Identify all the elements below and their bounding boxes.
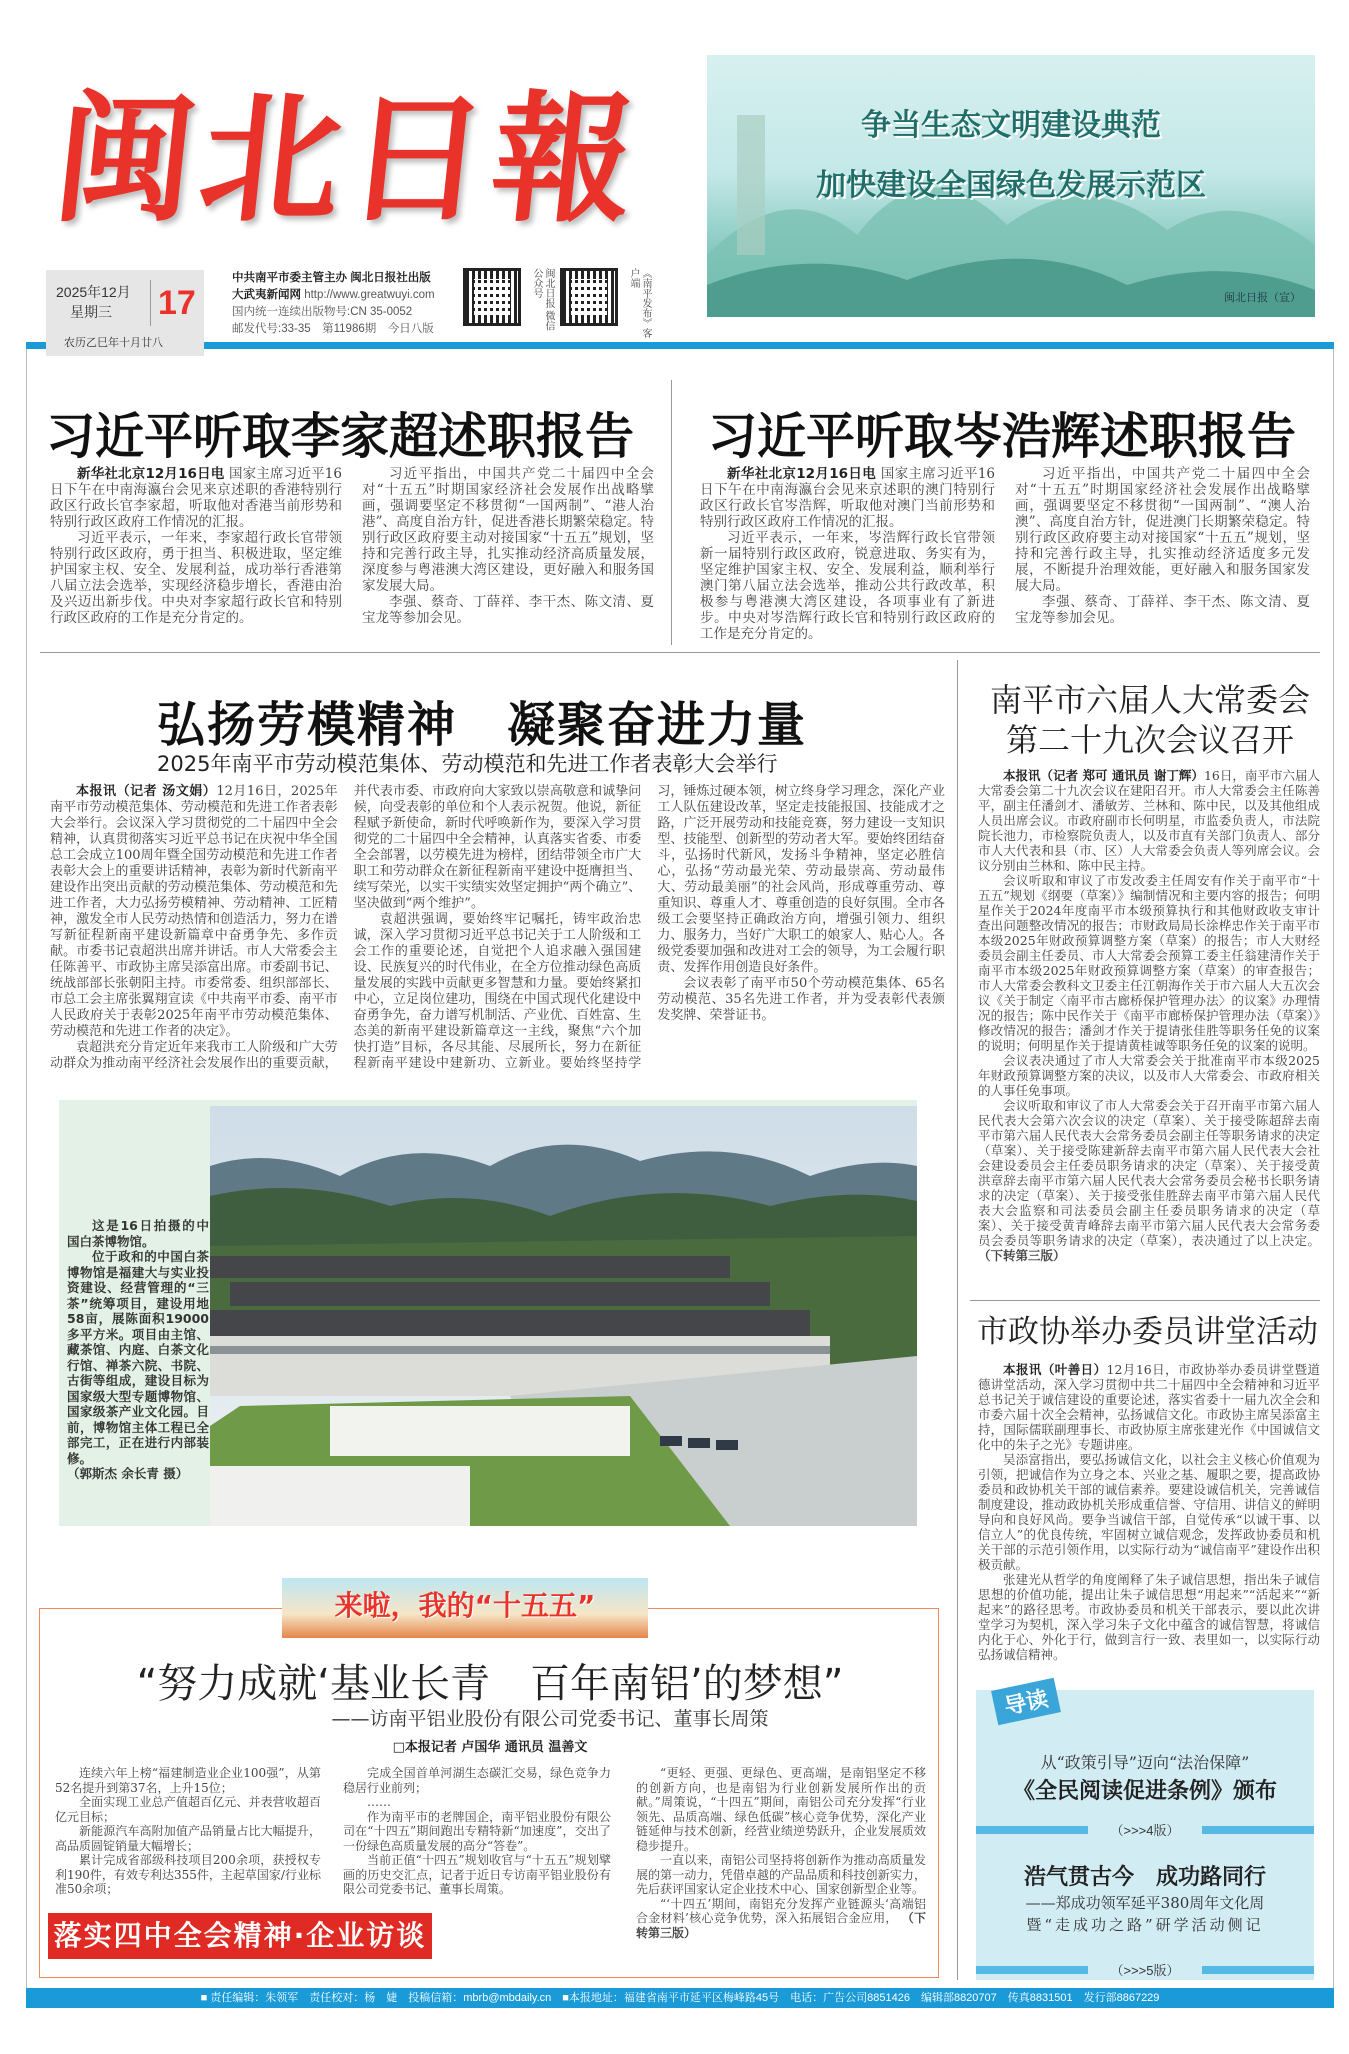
- issue-day: 17: [158, 284, 196, 322]
- guide-page-ref-2[interactable]: （>>>5版）: [1110, 1963, 1180, 1978]
- column-divider: [671, 380, 672, 645]
- headline-labor: 弘扬劳模精神 凝聚奋进力量: [157, 697, 808, 753]
- paragraph: 习近平指出，中国共产党二十届四中全会对“十五五”时期国家经济社会发展作出战略擘画，强调要坚定不移贯彻“一国两制”、“澳人治澳”、高度自治方针，促进澳门长期繁荣稳定。特别行政区政府要主动对接国家“十五五”规划，坚持和完善行政主导，扎实推动经济适度多元发展，不断提升治理效能，更好融入和服务国家发展大局。: [1015, 466, 1310, 594]
- paragraph: 新能源汽车高附加值产品销量占比大幅提升，高品质圆锭销量大幅增长；: [55, 1824, 321, 1853]
- headline-npc-line1: 南平市六届人大常委会: [990, 681, 1311, 719]
- paragraph: 全面实现工业总产值超百亿元、并表营收超百亿元目标；: [55, 1795, 321, 1824]
- photo-box: [59, 1100, 917, 1526]
- paragraph: 习近平指出，中国共产党二十届四中全会对“十五五”时期国家经济社会发展作出战略擘画，强调要坚定不移贯彻“一国两制”、“港人治港”、高度自治方针，促进香港长期繁荣稳定。特别行政区政府要主动对接国家“十五五”规划，坚持和完善行政主导，扎实推动经济高质量发展，深度参与粤港澳大湾区建设，更好融入和服务国家发展大局。: [362, 466, 654, 594]
- issue-weekday: 星期三: [70, 304, 112, 320]
- dateline: 新华社北京12月16日电: [77, 466, 225, 482]
- article-labor: [50, 784, 945, 1072]
- paragraph: 12月16日，市政协举办委员讲堂暨道德讲堂活动，深入学习贯彻中共二十届四中全会精神和习近平总书记关于诚信建设的重要论述，落实省委十一届九次全会和市委六届十次全会精神，弘扬诚信文化。市政协主席吴添富主持，国际儒联副理事长、市政协原主席张建光作《中国诚信文化中的朱子之光》专题讲座。: [978, 1362, 1320, 1452]
- guide-headline-2[interactable]: 浩气贯古今 成功路同行: [1023, 1865, 1266, 1890]
- paragraph: 会议表彰了南平市50个劳动模范集体、65名劳动模范、35名先进工作者，并为受表彰代表颁发奖牌、荣誉证书。: [657, 976, 945, 1023]
- promo-banner: [707, 55, 1315, 317]
- dateline: 本报讯（叶善日）: [1003, 1362, 1107, 1377]
- banner-credit: 闽北日报（宣）: [1224, 292, 1301, 304]
- section-divider: [40, 652, 1320, 653]
- lunar-date: 农历乙巳年十月廿八: [64, 337, 163, 349]
- article-macau: [700, 466, 1310, 642]
- paragraph: 会议表决通过了市人大常委会关于批准南平市本级2025年财政预算调整方案的决议，以及市人大常委会、市政府相关的人事任免事项。: [978, 1053, 1320, 1098]
- qr-code-wechat[interactable]: [463, 268, 521, 326]
- paragraph: 当前正值“十四五”规划收官与“十五五”规划擘画的历史交汇点，记者于近日专访南平铝业股份有限公司党委书记、董事长周策。: [343, 1853, 611, 1896]
- logo-text: 闽北日報: [46, 78, 648, 242]
- photo-caption: [67, 1218, 209, 1482]
- column-divider: [957, 660, 958, 1980]
- paragraph: ……: [367, 1795, 391, 1809]
- paragraph: 会议听取和审议了市发改委主任周安有作关于南平市“十五五”规划《纲要（草案）》编制情况和主要内容的报告；何明星作关于2024年度南平市本级预算执行和其他财政收支审计查出问题整改情况的报告；市财政局局长涂桦忠作关于南平市本级2025年财政预算调整方案（草案）的报告；市人大财经委员会副主任委员、市人大常委会预算工委主任翁建清作关于南平市本级2025年财政预算调整方案（草案）的审查报告；市人大常委会教科文卫委主任江朝海作关于市六届人大五次会议《关于制定〈南平市古廊桥保护管理办法〉的议案》办理情况的报告；陈中民作关于《南平市廊桥保护管理办法（草案）》修改情况的报告；潘剑才作关于提请张佳胜等职务任免的议案的说明；何明星作关于提请黄桂诚等职务任免的议案的说明。: [978, 873, 1320, 1053]
- caption-line: 位于政和的中国白茶博物馆是福建大与实业投资建设、经营管理的“三茶”统筹项目，建设用地58亩，展陈面积19000多平方米。项目由主馆、藏茶馆、内庭、白茶文化行馆、禅茶六院、书院、古街等组成，建设目标为国家级大型专题博物馆、国家级茶产业文化园。目前，博物馆主体工程已全部完工，正在进行内部装修。: [67, 1249, 209, 1466]
- paragraph: 李强、蔡奇、丁薛祥、李干杰、陈文清、夏宝龙等参加会见。: [1015, 594, 1310, 626]
- postal-code: 邮发代号:33-35 第11986期 今日八版: [232, 323, 434, 335]
- paragraph: “更轻、更强、更绿色、更高端，是南铝坚定不移的创新方向，也是南铝为行业创新发展所作出的贡献。”周策说，“十四五”期间，南铝公司充分发挥“行业领先、品质高端、绿色低碳”核心竞争优势，深化产业链延伸与技术创新，经营业绩逆势跃升，企业发展质效稳步提升。: [636, 1766, 926, 1853]
- headline-npc: [990, 680, 1310, 760]
- paragraph: 张建光从哲学的角度阐释了朱子诚信思想，指出朱子诚信思想的价值功能，提出让朱子诚信思想“用起来”“活起来”“新起来”的路径思考。市政协委员和机关干部表示，要以此次讲堂学习为契机，深入学习朱子文化中蕴含的诚信智慧，将诚信内化于心、外化于行，做到言行一致、表里如一，以实际行动弘扬诚信精神。: [978, 1572, 1320, 1662]
- banner-line-1: 争当生态文明建设典范: [861, 108, 1161, 143]
- article-hk: [50, 466, 654, 626]
- dateline: 本报讯（记者 郑可 通讯员 谢丁辉）: [1003, 768, 1204, 783]
- paragraph: “‘十四五’期间，南铝充分发挥产业链源头‘高端铝合金材料’核心竞争优势，深入拓展铝合金应用，: [636, 1896, 926, 1925]
- article-cppcc: [978, 1362, 1320, 1662]
- paragraph: 李强、蔡奇、丁薛祥、李干杰、陈文清、夏宝龙等参加会见。: [362, 594, 654, 626]
- paragraph: 12月16日，2025年南平市劳动模范集体、劳动模范和先进工作者表彰大会举行。会议深入学习贯彻党的二十届四中全会精神，认真贯彻落实习近平总书记在庆祝中华全国总工会成立100周年暨全国劳动模范和先进工作者表彰大会上的重要讲话精神，表彰为新时代新南平建设作出突出贡献的劳动模范集体、劳动模范和先进工作者，大力弘扬劳模精神、劳动精神、工匠精神，激发全市人民劳动热情和创造活力，努力在谱写新征程新南平建设新篇章中奋勇争先、多作贡献。市委书记袁超洪出席并讲话。市人大常委会主任陈善平、市政协主席吴添富出席。市委副书记、统战部部长张朝阳主持。市委常委、组织部部长、市总工会主席张翼翔宣读《中共南平市委、南平市人民政府关于表彰2025年南平市劳动模范集体、劳动模范和先进工作者的决定》。: [50, 784, 338, 1039]
- interview-column-2: [343, 1766, 611, 1897]
- guide-kicker: 从“政策引导”迈向“法治保障”: [1040, 1753, 1250, 1772]
- photo-credit: （郭斯杰 余长青 摄）: [67, 1466, 189, 1481]
- publication-info: [232, 270, 435, 338]
- continued-note: （下转第三版）: [978, 1248, 1066, 1263]
- headline-interview: “努力成就‘基业长青 百年南铝’的梦想”: [136, 1661, 844, 1707]
- byline: □本报记者 卢国华 通讯员 温善文: [392, 1740, 588, 1755]
- qr-code-app[interactable]: [560, 268, 618, 326]
- paragraph: 习近平表示，一年来，岑浩辉行政长官带领新一届特别行政区政府，锐意进取、务实有为，坚定维护国家主权、安全、发展利益，顺利举行澳门第八届立法会选举，推动公共行政改革，积极参与粤港澳大湾区建设，各项事业有了新进步。中央对岑浩辉行政长官和特别行政区政府的工作是充分肯定的。: [700, 530, 995, 642]
- subheadline-interview: ——访南平铝业股份有限公司党委书记、董事长周策: [331, 1708, 769, 1730]
- interview-column-3: [636, 1766, 926, 1940]
- cn-number: 国内统一连续出版物号:CN 35-0052: [232, 306, 413, 318]
- newspaper-logo: [44, 60, 675, 260]
- paragraph: 袁超洪充分肯定近年来我市工人阶级和广大劳动群众为推动南平经济社会发展作出的重要贡献，并代表市委、市政府向大家致以崇高敬意和诚挚问候，向受表彰的单位和个人表示祝贺。他说，新征程赋予新使命，新时代呼唤新作为，要深入学习贯彻党的二十届四中全会精神，认真落实省委、市委全会部署，以劳模先进为榜样，团结带领全市广大职工和劳动群众在新征程新南平建设中挺膺担当、续写荣光，以实干实绩实效坚定拥护“两个确立”、坚决做到“两个维护”。: [50, 784, 642, 1071]
- site-name: 大武夷新闻网: [232, 289, 301, 301]
- guide-sub-1: ——郑成功领军延平380周年文化周: [1025, 1894, 1265, 1912]
- date-box: [46, 270, 204, 356]
- guide-tag: 导读: [991, 1678, 1061, 1726]
- series-banner: 来啦，我的“十五五”: [282, 1578, 648, 1638]
- paragraph: 国家主席习近平16日下午在中南海瀛台会见来京述职的香港特别行政区行政长官李家超，听取他对香港当前形势和特别行政区政府工作情况的汇报。: [50, 466, 342, 530]
- paragraph: 吴添富指出，要弘扬诚信文化，以社会主义核心价值观为引领，把诚信作为立身之本、兴业之基、履职之要，提高政协委员和政协机关干部的诚信素养。要建设诚信机关，完善诚信制度建设，推动政协机关形成重信誉、守信用、讲信义的鲜明导向和良好风尚。要争当诚信干部，自觉传承“以诚干事、以信立人”的优良传统，牢固树立诚信观念，发挥政协委员和机关干部的示范引领作用，以实际行动为“诚信南平”建设作出积极贡献。: [978, 1452, 1320, 1572]
- qr1-label: 闽北日报 微信公众号: [531, 268, 554, 331]
- site-url[interactable]: http://www.greatwuyi.com: [304, 289, 435, 301]
- masthead-rule: [26, 342, 1334, 349]
- museum-photo[interactable]: [210, 1106, 917, 1526]
- subheadline-labor: 2025年南平市劳动模范集体、劳动模范和先进工作者表彰大会举行: [157, 752, 778, 776]
- paragraph: 会议听取和审议了市人大常委会关于召开南平市第六届人民代表大会第六次会议的决定（草案）、关于接受陈超辞去南平市第六届人民代表大会常务委员会副主任等职务请求的决定（草案）、关于接受陈建新辞去南平市第六届人民代表大会社会建设委员会主任委员职务请求的决定（草案）、关于接受黄洪章辞去南平市第六届人民代表大会常务委员会秘书长职务请求的决定（草案）、关于接受张佳胜辞去南平市第六届人民代表大会监察和司法委员会副主任委员职务请求的决定（草案）、关于接受黄青峰辞去南平市第六届人民代表大会常务委员会委员等职务请求的决定（草案），表决通过了以上决定。: [978, 1098, 1320, 1248]
- paragraph: 一直以来，南铝公司坚持将创新作为推动高质量发展的第一动力，凭借卓越的产品品质和科技创新实力，先后获评国家认定企业技术中心、国家创新型企业等。: [636, 1853, 926, 1896]
- issue-date: 2025年12月: [56, 284, 131, 300]
- paragraph: 累计完成省部级科技项目200余项，获授权专利190件，有效专利达355件，主起草国家/行业标准50余项；: [55, 1853, 321, 1896]
- guide-box: [976, 1686, 1314, 1980]
- date-divider: [150, 280, 151, 326]
- paragraph: 连续六年上榜“福建制造业企业100强”，从第52名提升到第37名，上升15位；: [55, 1766, 321, 1795]
- footer-bar: ■ 责任编辑：朱领军 责任校对：杨 婕 投稿信箱：mbrb@mbdaily.cn ■本报地址：福建省南平市延平区梅峰路45号 电话：广告公司8851426 编辑部8820707 传真8831501 发行部8867229: [26, 1988, 1334, 2008]
- banner-line-2: 加快建设全国绿色发展示范区: [816, 168, 1206, 203]
- paragraph: 16日，南平市六届人大常委会第二十九次会议在建阳召开。市人大常委会主任陈善平，副主任潘剑才、潘敏芳、兰林和、陈中民，以及其他组成人员出席会议。市政府副市长何明星，市监委负责人，市法院院长池力，市检察院负责人，以及市直有关部门负责人、部分市人大代表和县（市、区）人大常委会负责人等列席会议。会议分别由兰林和、陈中民主持。: [978, 768, 1321, 873]
- continued-note: （下转第三版）: [636, 1911, 926, 1940]
- section-divider: [970, 1300, 1320, 1301]
- guide-page-ref-1[interactable]: （>>>4版）: [1110, 1823, 1180, 1838]
- qr2-label: 《南平发布》客户端: [628, 268, 651, 338]
- dateline: 本报讯（记者 汤文娟）: [76, 784, 217, 799]
- paragraph: 国家主席习近平16日下午在中南海瀛台会见来京述职的澳门特别行政区行政长官岑浩辉，听取他对澳门当前形势和特别行政区政府工作情况的汇报。: [700, 466, 995, 530]
- guide-headline-1[interactable]: 《全民阅读促进条例》颁布: [1012, 1779, 1277, 1804]
- guide-sub-2: 暨“走成功之路”研学活动侧记: [1026, 1916, 1264, 1934]
- dateline: 新华社北京12月16日电: [727, 466, 877, 482]
- paragraph: 完成全国首单河湖生态碳汇交易，绿色竞争力稳居行业前列；: [343, 1766, 611, 1795]
- column-banner: 落实四中全会精神·企业访谈: [48, 1913, 432, 1959]
- paragraph: 作为南平市的老牌国企，南平铝业股份有限公司在“十四五”期间跑出专精特新“加速度”，交出了一份绿色高质量发展的高分“答卷”。: [343, 1809, 611, 1853]
- paragraph: 习近平表示，一年来，李家超行政长官带领特别行政区政府，勇于担当、积极进取，坚定维护国家主权、安全、发展利益，成功举行香港第八届立法会选举，实现经济稳步增长，香港由治及兴迈出新步伐。中央对李家超行政长官和特别行政区政府的工作是充分肯定的。: [50, 530, 342, 626]
- caption-line: 这是16日拍摄的中国白茶博物馆。: [67, 1218, 209, 1249]
- headline-cppcc: 市政协举办委员讲堂活动: [977, 1314, 1318, 1350]
- paragraph: 袁超洪强调，要始终牢记嘱托，铸牢政治忠诚，深入学习贯彻习近平总书记关于工人阶级和工会工作的重要论述，自觉把个人追求融入强国建设、民族复兴的时代伟业，在全方位推动绿色高质量发展的实践中贡献更多智慧和力量。要始终紧扣中心，立足岗位建功，围绕在中国式现代化建设中奋勇争先，奋力谱写机制活、产业优、百姓富、生态美的新南平建设新篇章这一主线，聚焦“六个加快打造”目标，各尽其能、尽展所长，努力在新征程新南平建设中建新功、立新业。要始终坚持学习，锤炼过硬本领，树立终身学习理念，深化产业工人队伍建设改革，坚定走技能报国、技能成才之路，广泛开展劳动和技能竞赛，努力建设一支知识型、技能型、创新型的劳动者大军。要始终团结奋斗，弘扬时代新风，发扬斗争精神，坚定必胜信心，弘扬“劳动最光荣、劳动最崇高、劳动最伟大、劳动最美丽”的社会风尚，形成尊重劳动、尊重知识、尊重人才、尊重创造的良好氛围。全市各级工会要坚持正确政治方向，增强引领力、组织力、服务力，当好广大职工的娘家人、贴心人。各级党委要加强和改进对工会的领导，为工会履行职责、发挥作用创造良好条件。: [353, 784, 945, 1071]
- interview-column-1: [55, 1766, 321, 1897]
- article-npc: [978, 768, 1320, 1263]
- headline-npc-line2: 第二十九次会议召开: [1005, 721, 1294, 759]
- publisher: 中共南平市委主管主办 闽北日报社出版: [232, 272, 431, 284]
- headline-macau: 习近平听取岑浩辉述职报告: [708, 408, 1297, 465]
- headline-hk: 习近平听取李家超述职报告: [46, 408, 635, 465]
